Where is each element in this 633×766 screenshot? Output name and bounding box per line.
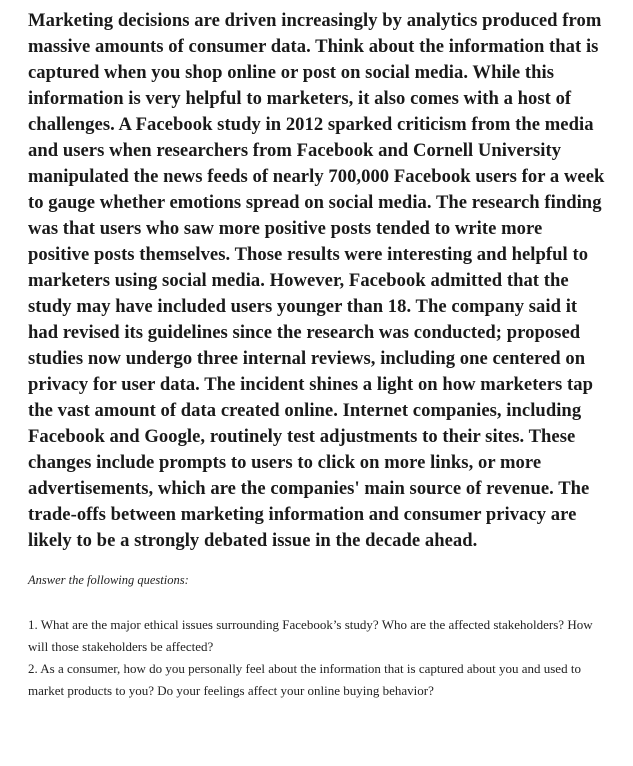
case-passage: Marketing decisions are driven increasingly by analytics produced from massive amounts of consumer data. Think about the information that is captured when you shop online or post on social media. While this information is very helpful to marketers, it also comes with a host of challenges. A Facebook study in 2012 sparked criticism from the media and users when researchers from Facebook and Cornell University manipulated the news feeds of nearly 700,000 Facebook users for a week to gauge whether emotions spread on social media. The research finding was that users who saw more positive posts tended to write more positive posts themselves. Those results were interesting and helpful to marketers using social media. However, Facebook admitted that the study may have included users younger than 18. The company said it had revised its guidelines since the research was conducted; proposed studies now undergo three internal reviews, including one centered on privacy for user data. The incident shines a light on how marketers tap the vast amount of data created online. Internet companies, including Facebook and Google, routinely test adjustments to their sites. These changes include prompts to users to click on more links, or more advertisements, which are the companies' main source of revenue. The trade-offs between marketing information and consumer privacy are likely to be a strongly debated issue in the decade ahead. [28, 10, 605, 551]
question-item-2: 2. As a consumer, how do you personally feel about the information that is captured about you and used to market products to you? Do your feelings affect your online buying behavior? [28, 661, 581, 698]
question-item-1: 1. What are the major ethical issues surrounding Facebook’s study? Who are the affected stakeholders? How will those stakeholders be affected? [28, 617, 593, 654]
questions-list [28, 614, 608, 702]
questions-prompt: Answer the following questions: [28, 573, 189, 587]
document-page [28, 8, 608, 702]
